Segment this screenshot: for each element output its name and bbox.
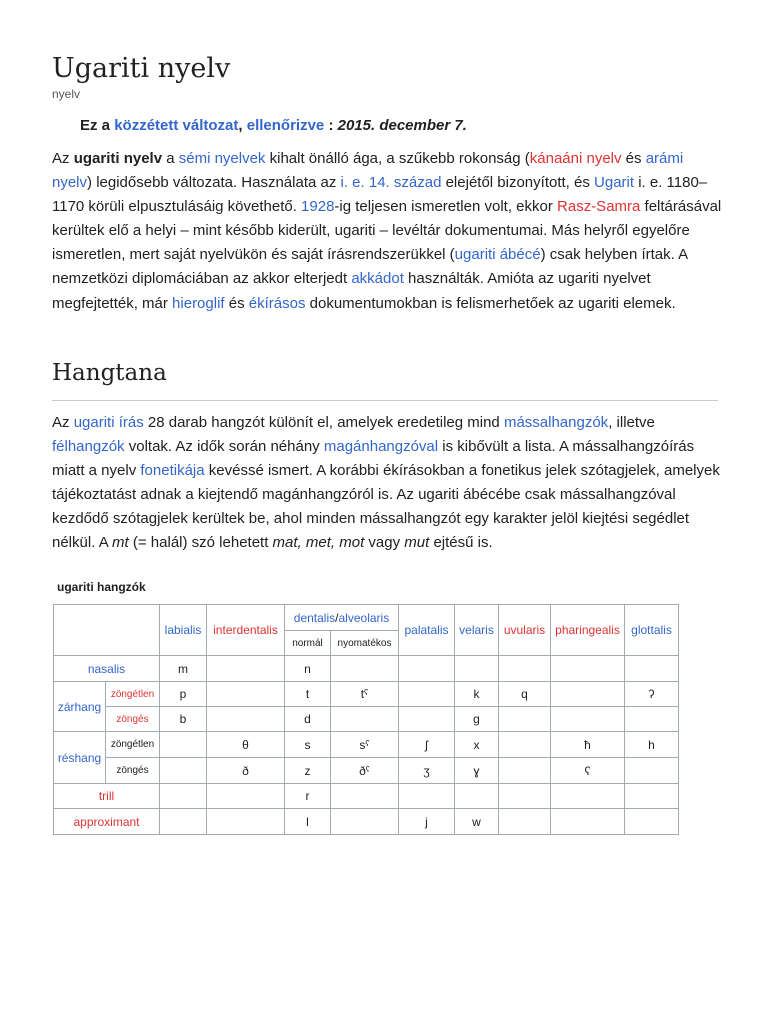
phoneme-cell: k <box>455 682 499 707</box>
col-header-label[interactable]: labialis <box>164 623 202 637</box>
phoneme-cell <box>455 656 499 682</box>
phoneme-cell: x <box>455 732 499 758</box>
col-glottalis[interactable] <box>625 605 679 656</box>
row-header-label[interactable]: zárhang <box>57 699 102 714</box>
row-zar-zonges[interactable] <box>106 707 160 732</box>
row-reshang[interactable] <box>54 732 106 784</box>
link-semi-nyelvek[interactable]: sémi nyelvek <box>178 150 266 167</box>
col-labialis[interactable] <box>160 605 207 656</box>
intro-text: kihalt önálló ága, a szűkebb rokonság ( <box>265 150 530 167</box>
phoneme-cell <box>499 707 551 732</box>
phoneme-cell <box>551 682 625 707</box>
subcol-normal: normál <box>285 631 331 656</box>
row-header-label[interactable]: réshang <box>57 750 102 765</box>
phoneme-cell: ʃ <box>399 732 455 758</box>
phon-text: voltak. Az idők során néhány <box>124 438 324 456</box>
phoneme-cell <box>331 809 399 835</box>
phoneme-cell <box>331 656 399 682</box>
phoneme-cell: ʔ <box>625 682 679 707</box>
page-subtitle: nyelv <box>52 87 81 101</box>
phoneme-cell: ʕ <box>551 758 625 784</box>
phoneme-cell: ð <box>207 758 285 784</box>
phoneme-cell <box>207 682 285 707</box>
row-zar-zongetlen[interactable] <box>106 682 160 707</box>
heading-divider <box>52 400 718 401</box>
row-subheader-label[interactable]: zöngétlen <box>110 688 155 700</box>
phon-italic: mt <box>112 534 129 552</box>
phoneme-cell <box>160 784 207 809</box>
phon-italic: mat, met, mot <box>272 534 365 552</box>
revision-colon: : <box>324 117 338 134</box>
intro-text: használták. Amióta az ugariti nyelvet megfejtették, már <box>52 270 651 312</box>
subcol-nyomatekos: nyomatékos <box>331 631 399 656</box>
phon-text: is kibővült a lista. A mássalhangzóírás miatt a nyelv <box>52 438 695 480</box>
phoneme-cell: r <box>285 784 331 809</box>
col-velaris[interactable] <box>455 605 499 656</box>
phoneme-cell <box>399 682 455 707</box>
col-header-label[interactable]: uvularis <box>503 623 546 637</box>
phoneme-cell <box>499 784 551 809</box>
row-header-label[interactable]: nasalis <box>87 661 126 676</box>
intro-bold-term: ugariti nyelv <box>73 150 163 167</box>
intro-text: ) csak helyben írtak. A nemzetközi diplomáciában az akkor elterjedt <box>52 246 688 288</box>
phoneme-cell <box>499 758 551 784</box>
col-dentalis-alveolaris <box>285 605 399 631</box>
revision-date: 2015. december 7. <box>337 117 467 134</box>
phoneme-cell: m <box>160 656 207 682</box>
phoneme-cell: ħ <box>551 732 625 758</box>
header-slash: / <box>335 610 339 625</box>
phoneme-table <box>53 604 679 835</box>
phon-text: Az <box>52 414 74 431</box>
phoneme-cell: ðˤ <box>331 758 399 784</box>
phon-text: , illetve <box>608 414 655 431</box>
row-approximant[interactable] <box>54 809 160 835</box>
phoneme-cell <box>499 656 551 682</box>
table-row <box>54 758 679 784</box>
page-title: Ugariti nyelv <box>52 53 231 84</box>
row-res-zonges: zöngés <box>106 758 160 784</box>
link-ugarit[interactable]: Ugarit <box>594 174 635 192</box>
col-uvularis[interactable] <box>499 605 551 656</box>
link-arami-nyelv[interactable]: arámi nyelv <box>52 150 684 192</box>
phoneme-cell: tˤ <box>331 682 399 707</box>
phon-text: 28 darab hangzót különít el, amelyek eredetileg mind <box>143 414 504 431</box>
intro-text: -ig teljesen ismeretlen volt, ekkor <box>334 198 558 216</box>
phoneme-cell <box>551 809 625 835</box>
phoneme-cell <box>207 809 285 835</box>
phoneme-cell: q <box>499 682 551 707</box>
table-corner <box>54 605 160 656</box>
row-header-label[interactable]: trill <box>98 789 115 803</box>
phoneme-cell: g <box>455 707 499 732</box>
phon-text: vagy <box>364 534 405 552</box>
phoneme-cell <box>455 784 499 809</box>
phoneme-cell <box>625 707 679 732</box>
phoneme-cell <box>160 732 207 758</box>
phonology-paragraph <box>52 411 722 556</box>
phoneme-cell <box>331 707 399 732</box>
phoneme-cell <box>399 656 455 682</box>
phoneme-cell <box>625 809 679 835</box>
phoneme-cell: s <box>285 732 331 758</box>
phoneme-cell: l <box>285 809 331 835</box>
col-header-label[interactable]: interdentalis <box>213 623 278 637</box>
phon-italic: mut <box>404 534 430 552</box>
table-caption: ugariti hangzók <box>57 580 146 594</box>
phoneme-cell <box>499 809 551 835</box>
phoneme-cell <box>207 656 285 682</box>
link-14-szazad[interactable]: i. e. 14. század <box>340 174 442 192</box>
intro-paragraph <box>52 147 722 316</box>
phoneme-cell: ʒ <box>399 758 455 784</box>
table-row <box>54 732 679 758</box>
phoneme-cell: n <box>285 656 331 682</box>
phoneme-cell: w <box>455 809 499 835</box>
published-version-link[interactable]: közzétett változat <box>114 117 239 134</box>
col-header-label[interactable]: palatalis <box>404 623 449 637</box>
intro-text: és <box>621 150 646 167</box>
phoneme-cell: t <box>285 682 331 707</box>
verified-link[interactable]: ellenőrizve <box>246 117 325 134</box>
phoneme-cell: z <box>285 758 331 784</box>
col-interdentalis[interactable] <box>207 605 285 656</box>
phoneme-cell <box>499 732 551 758</box>
intro-text: a <box>162 150 179 167</box>
row-trill[interactable] <box>54 784 160 809</box>
phoneme-cell <box>551 784 625 809</box>
link-alveolaris[interactable]: alveolaris <box>338 610 390 625</box>
table-row <box>54 707 679 732</box>
phoneme-cell <box>160 758 207 784</box>
phoneme-cell: h <box>625 732 679 758</box>
phoneme-cell: θ <box>207 732 285 758</box>
phoneme-cell: p <box>160 682 207 707</box>
phoneme-cell: d <box>285 707 331 732</box>
revision-prefix: Ez a <box>80 117 115 134</box>
phoneme-cell <box>551 656 625 682</box>
col-header-label[interactable]: glottalis <box>631 623 672 637</box>
phoneme-cell <box>160 809 207 835</box>
intro-text: i. e. 1180–1170 körüli elpusztulásáig követhető. <box>52 174 708 216</box>
phoneme-cell <box>625 656 679 682</box>
phon-text: (= halál) szó lehetett <box>128 534 273 552</box>
intro-text: dokumentumokban is felismerhetőek az ugariti elemek. <box>305 294 676 312</box>
link-ugariti-abece[interactable]: ugariti ábécé <box>454 246 541 264</box>
link-felhangzok[interactable]: félhangzók <box>52 438 125 456</box>
link-akkad[interactable]: akkádot <box>351 270 404 288</box>
section-heading-hangtana: Hangtana <box>52 360 167 386</box>
table-row <box>54 656 679 682</box>
intro-text: és <box>224 294 249 312</box>
col-header-label[interactable]: pharingealis <box>555 623 620 637</box>
phoneme-cell <box>625 784 679 809</box>
phoneme-cell <box>551 707 625 732</box>
link-fonetikaja[interactable]: fonetikája <box>140 462 205 480</box>
link-ugariti-iras[interactable]: ugariti írás <box>73 414 144 431</box>
phon-text: kevéssé ismert. A korábbi ékírásokban a fonetikus jelek szótagjelek, amelyek tájékoztatást adnak a kiejtendő magánhangzóról is. Az ugariti ábécébe csak mássalhangzóval kezdődő szótagjelek kerültek be, ahol minden mássalhangzót egy karakter jelöl kiejtési segédlet nélkül. A <box>52 462 720 552</box>
phoneme-cell <box>625 758 679 784</box>
row-header-label[interactable]: approximant <box>73 814 140 829</box>
phoneme-cell: ɣ <box>455 758 499 784</box>
link-rasz-samra[interactable]: Rasz-Samra <box>557 198 641 216</box>
revision-separator: , <box>238 117 247 134</box>
phoneme-cell <box>399 784 455 809</box>
table-row <box>54 784 679 809</box>
phoneme-cell <box>207 784 285 809</box>
link-dentalis[interactable]: dentalis <box>293 610 336 625</box>
link-kanaani-nyelv[interactable]: kánaáni nyelv <box>529 150 622 167</box>
col-palatalis[interactable] <box>399 605 455 656</box>
col-pharingealis[interactable] <box>551 605 625 656</box>
row-res-zongetlen: zöngétlen <box>106 732 160 758</box>
phoneme-cell: b <box>160 707 207 732</box>
phoneme-cell <box>331 784 399 809</box>
col-header-label[interactable]: velaris <box>459 623 494 637</box>
phon-text: ejtésű is. <box>429 534 493 552</box>
intro-text: elejétől bizonyított, és <box>441 174 595 192</box>
intro-text: Az <box>52 150 74 167</box>
phoneme-cell <box>399 707 455 732</box>
intro-text: ) legidősebb változata. Használata az <box>87 174 341 192</box>
table-row <box>54 809 679 835</box>
table-row <box>54 682 679 707</box>
link-hieroglif[interactable]: hieroglif <box>172 294 225 312</box>
link-ekirasos[interactable]: ékírásos <box>248 294 306 312</box>
row-zarhang[interactable] <box>54 682 106 732</box>
link-massalhangzok[interactable]: mássalhangzók <box>503 414 609 431</box>
link-1928[interactable]: 1928 <box>301 198 335 216</box>
intro-text: feltárásával kerültek elő a helyi – mint később kiderült, ugariti – levéltár dokumentumai. Más helyről egyelőre ismeretlen, mert saját nyelvükön és saját írásrendszerükkel ( <box>52 198 722 264</box>
phoneme-cell <box>207 707 285 732</box>
row-nasalis[interactable] <box>54 656 160 682</box>
row-subheader-label[interactable]: zöngés <box>116 713 149 725</box>
link-maganhangzoval[interactable]: magánhangzóval <box>323 438 439 456</box>
phoneme-cell: sˤ <box>331 732 399 758</box>
phoneme-cell: j <box>399 809 455 835</box>
revision-notice <box>80 116 467 136</box>
